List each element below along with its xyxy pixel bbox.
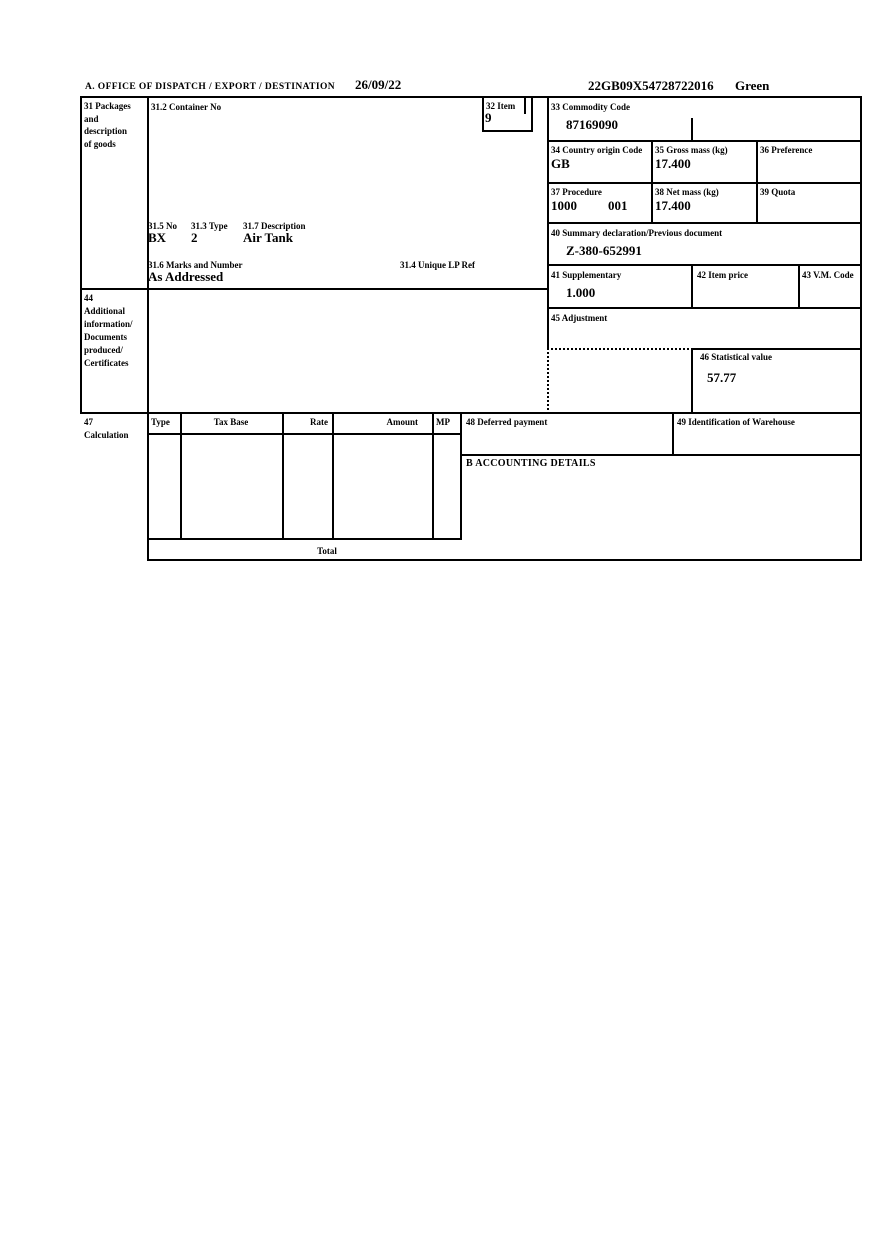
box41-supplementary-label: 41 Supplementary: [551, 270, 622, 280]
calc-col-rate-divider: [332, 412, 334, 540]
box38-net-mass-value: 17.400: [655, 198, 691, 213]
box49-warehouse-label: 49 Identification of Warehouse: [677, 417, 795, 427]
box32-item-label: 32 Item: [486, 101, 516, 111]
rule-under-box33: [547, 140, 862, 142]
box31-3-type-label: 31.3 Type: [191, 221, 228, 231]
box46-left-line: [691, 348, 693, 414]
acceptance-date: 26/09/22: [355, 77, 402, 92]
box47-label-line: Calculation: [84, 430, 129, 440]
rule-box41-42-divider: [691, 264, 693, 309]
box44-label-line: 44: [84, 293, 93, 303]
dotted-rule-box45-bottom: [547, 348, 693, 350]
rule-under-box48-row: [460, 454, 862, 456]
box31-label-line: and: [84, 113, 99, 124]
rule-box31-label-col: [147, 96, 149, 414]
box31-6-marks-label: 31.6 Marks and Number: [148, 260, 243, 270]
box32-left-line: [482, 96, 484, 132]
calc-header-tax-base: Tax Base: [213, 417, 249, 427]
box44-label-line: Certificates: [84, 358, 129, 368]
box36-preference-label: 36 Preference: [760, 145, 813, 155]
box37-procedure-additional-value: 001: [608, 198, 628, 213]
box34-origin-label: 34 Country origin Code: [551, 145, 643, 155]
box48-deferred-payment-label: 48 Deferred payment: [466, 417, 548, 427]
form-border-top: [80, 96, 862, 98]
box31-label: [84, 100, 131, 150]
rule-box34-35-divider: [651, 140, 653, 224]
box46-statistical-value: 57.77: [707, 370, 737, 385]
office-of-dispatch-heading: A. OFFICE OF DISPATCH / EXPORT / DESTINATION: [85, 82, 336, 92]
calc-header-rate: Rate: [310, 417, 328, 427]
box31-label-line: description: [84, 126, 128, 136]
box32-right-line: [531, 96, 533, 132]
rule-box48-49-divider: [672, 412, 674, 456]
box45-adjustment-label: 45 Adjustment: [551, 313, 608, 323]
box38-net-mass-label: 38 Net mass (kg): [655, 187, 719, 197]
box31-label-line: of goods: [84, 138, 116, 149]
form-border-left: [80, 96, 82, 414]
calc-table-right-line: [460, 412, 462, 540]
rule-above-box47-row: [80, 412, 862, 414]
box47-label-line: 47: [84, 417, 93, 427]
box44-label: [84, 292, 133, 370]
rule-box42-43-divider: [798, 264, 800, 309]
box44-label-line: Documents: [84, 332, 127, 342]
box31-3-type-value: 2: [191, 230, 198, 245]
box31-7-description-label: 31.7 Description: [243, 221, 306, 231]
box31-6-marks-value: As Addressed: [148, 269, 224, 284]
box40-summary-declaration-value: Z-380-652991: [566, 243, 642, 258]
calc-header-amount: Amount: [386, 417, 418, 427]
calc-col-amount-divider: [432, 412, 434, 540]
rule-under-box34-row: [547, 182, 862, 184]
box31-7-description-value: Air Tank: [243, 230, 293, 245]
calc-col-type-divider: [180, 412, 182, 540]
box42-item-price-label: 42 Item price: [697, 270, 748, 280]
rule-under-box40: [547, 264, 862, 266]
box31-5-no-value: BX: [148, 230, 167, 245]
box33-subdivision-tick: [691, 118, 693, 142]
calc-table-left-line: [147, 412, 149, 561]
form-border-right: [860, 96, 862, 561]
box31-4-unique-lp-ref-label: 31.4 Unique LP Ref: [400, 260, 476, 270]
rule-under-box31-area: [80, 288, 549, 290]
box33-commodity-value: 87169090: [566, 117, 618, 132]
box41-supplementary-value: 1.000: [566, 285, 596, 300]
calc-table-header-line: [147, 433, 462, 435]
accounting-details-heading: B ACCOUNTING DETAILS: [466, 458, 596, 469]
calc-total-label: Total: [317, 546, 337, 556]
dotted-rule-box46-area-left: [547, 348, 549, 414]
rule-under-box37-row: [547, 222, 862, 224]
box37-procedure-value: 1000: [551, 198, 577, 213]
box47-calculation-label: [84, 416, 129, 442]
rule-left-of-box33-col: [547, 96, 549, 348]
box44-label-line: produced/: [84, 345, 123, 355]
box31-label-line: 31 Packages: [84, 101, 131, 111]
box39-quota-label: 39 Quota: [760, 187, 796, 197]
box37-procedure-label: 37 Procedure: [551, 187, 602, 197]
box33-commodity-label: 33 Commodity Code: [551, 102, 630, 112]
box32-subdivision-tick: [524, 96, 526, 114]
rule-box35-36-divider: [756, 140, 758, 224]
box46-statistical-value-label: 46 Statistical value: [700, 352, 772, 362]
box35-gross-mass-value: 17.400: [655, 156, 691, 171]
box46-top-line: [691, 348, 862, 350]
routing-result: Green: [735, 78, 770, 93]
movement-reference-number: 22GB09X54728722016: [588, 78, 714, 93]
box31-5-no-label: 31.5 No: [148, 221, 177, 231]
calc-header-type: Type: [151, 417, 170, 427]
form-border-bottom: [147, 559, 862, 561]
box43-vm-code-label: 43 V.M. Code: [802, 270, 854, 280]
calc-table-bottom-line: [147, 538, 462, 540]
calc-col-taxbase-divider: [282, 412, 284, 540]
rule-under-box41-row: [547, 307, 862, 309]
box35-gross-mass-label: 35 Gross mass (kg): [655, 145, 728, 155]
box32-item-value: 9: [485, 110, 492, 125]
box44-label-line: information/: [84, 319, 133, 329]
box34-origin-value: GB: [551, 156, 570, 171]
box32-bottom-line: [482, 130, 533, 132]
box31-2-container-label: 31.2 Container No: [151, 102, 222, 112]
calc-header-mp: MP: [436, 417, 450, 427]
box44-label-line: Additional: [84, 306, 126, 316]
box40-summary-declaration-label: 40 Summary declaration/Previous document: [551, 228, 723, 238]
